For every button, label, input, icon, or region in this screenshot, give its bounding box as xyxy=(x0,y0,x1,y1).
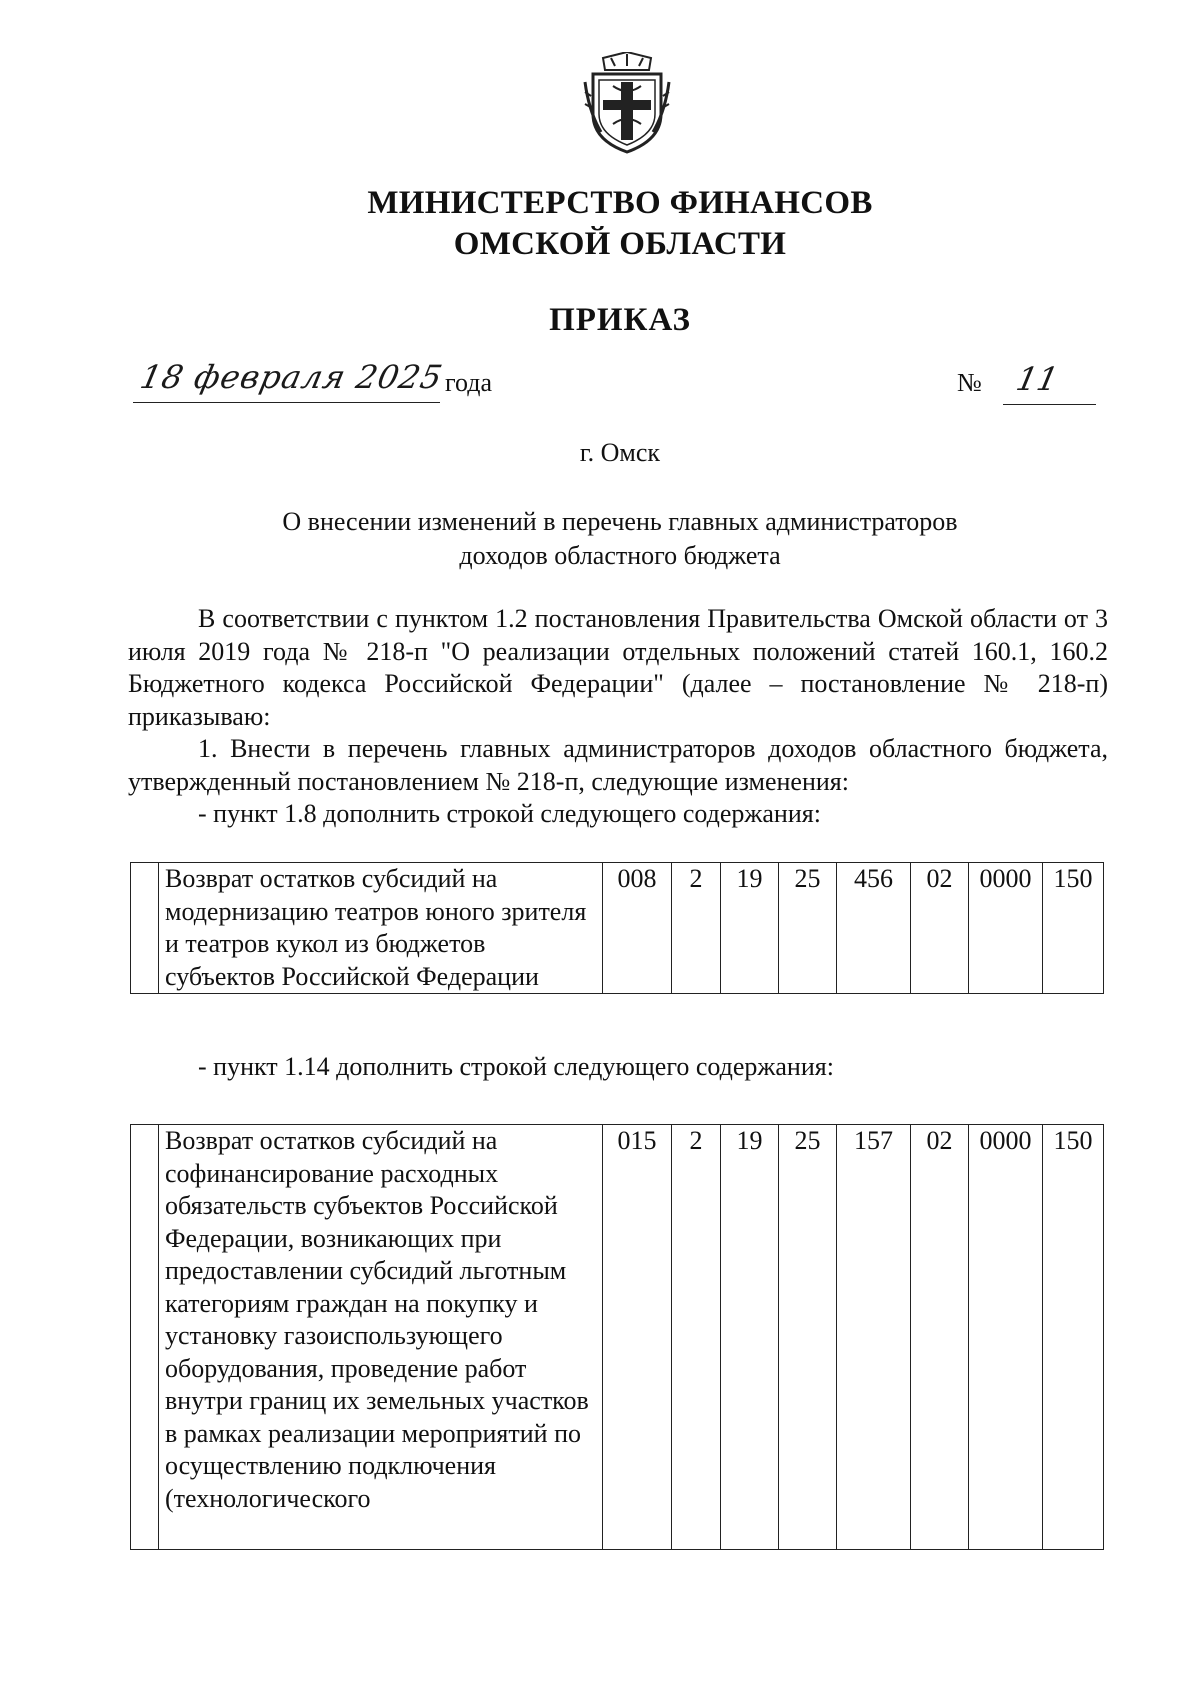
code-cell-1: 008 xyxy=(603,863,672,994)
code-cell-3: 19 xyxy=(721,1125,779,1550)
empty-cell xyxy=(131,863,159,994)
table-row-1-14 xyxy=(130,1124,1104,1550)
city: г. Омск xyxy=(579,438,661,467)
income-name-cell: Возврат остатков субсидий на софинансирование расходных обязательств субъектов Российской Федерации, возникающих при предоставлении субсидий льготным категориям граждан на покупку и установку газоиспользующего оборудования, проведение работ внутри границ их земельных участков в рамках реализации мероприятий по осуществлению подключения (технологического xyxy=(159,1125,603,1550)
code-cell-6: 02 xyxy=(911,1125,969,1550)
omsk-coat-of-arms-icon xyxy=(583,52,671,156)
table-row-1-8 xyxy=(130,862,1104,994)
order-body xyxy=(128,603,1108,831)
ministry-title-line2: ОМСКОЙ ОБЛАСТИ xyxy=(453,226,787,262)
table-row xyxy=(131,1125,1104,1550)
subitem-1-14: - пункт 1.14 дополнить строкой следующего содержания: xyxy=(198,1052,834,1081)
number-sign: № xyxy=(957,368,982,397)
empty-cell xyxy=(131,1125,159,1550)
code-cell-4: 25 xyxy=(779,863,837,994)
document-type: ПРИКАЗ xyxy=(549,302,691,338)
subject-line1: О внесении изменений в перечень главных администраторов xyxy=(282,507,958,536)
code-cell-3: 19 xyxy=(721,863,779,994)
code-cell-1: 015 xyxy=(603,1125,672,1550)
code-cell-5: 157 xyxy=(837,1125,911,1550)
code-cell-2: 2 xyxy=(672,1125,721,1550)
date-suffix: года xyxy=(445,368,493,397)
handwritten-number: 11 xyxy=(1012,360,1062,398)
subject-line2: доходов областного бюджета xyxy=(459,541,781,570)
code-cell-2: 2 xyxy=(672,863,721,994)
item-1-paragraph: 1. Внести в перечень главных администраторов доходов областного бюджета, утвержденный постановлением № 218-п, следующие изменения: xyxy=(128,734,1108,796)
code-cell-7: 0000 xyxy=(969,1125,1043,1550)
code-cell-8: 150 xyxy=(1043,863,1104,994)
code-cell-6: 02 xyxy=(911,863,969,994)
handwritten-date: 18 февраля 2025 xyxy=(136,358,447,396)
subitem-1-8: - пункт 1.8 дополнить строкой следующего содержания: xyxy=(198,799,821,828)
code-cell-4: 25 xyxy=(779,1125,837,1550)
number-underline xyxy=(1003,404,1096,405)
code-cell-8: 150 xyxy=(1043,1125,1104,1550)
table-row xyxy=(131,863,1104,994)
order-number xyxy=(957,360,1097,412)
income-name-cell: Возврат остатков субсидий на модернизацию театров юного зрителя и театров кукол из бюджетов субъектов Российской Федерации xyxy=(159,863,603,994)
code-cell-5: 456 xyxy=(837,863,911,994)
order-subject xyxy=(0,505,1200,573)
date-underline xyxy=(133,402,440,403)
order-date xyxy=(133,358,513,406)
preamble-paragraph: В соответствии с пунктом 1.2 постановления Правительства Омской области от 3 июля 2019 года № 218-п "О реализации отдельных положений статей 160.1, 160.2 Бюджетного кодекса Российской Федерации" (далее – постановление № 218-п) приказываю: xyxy=(128,604,1108,731)
code-cell-7: 0000 xyxy=(969,863,1043,994)
ministry-title-line1: МИНИСТЕРСТВО ФИНАНСОВ xyxy=(367,185,873,221)
